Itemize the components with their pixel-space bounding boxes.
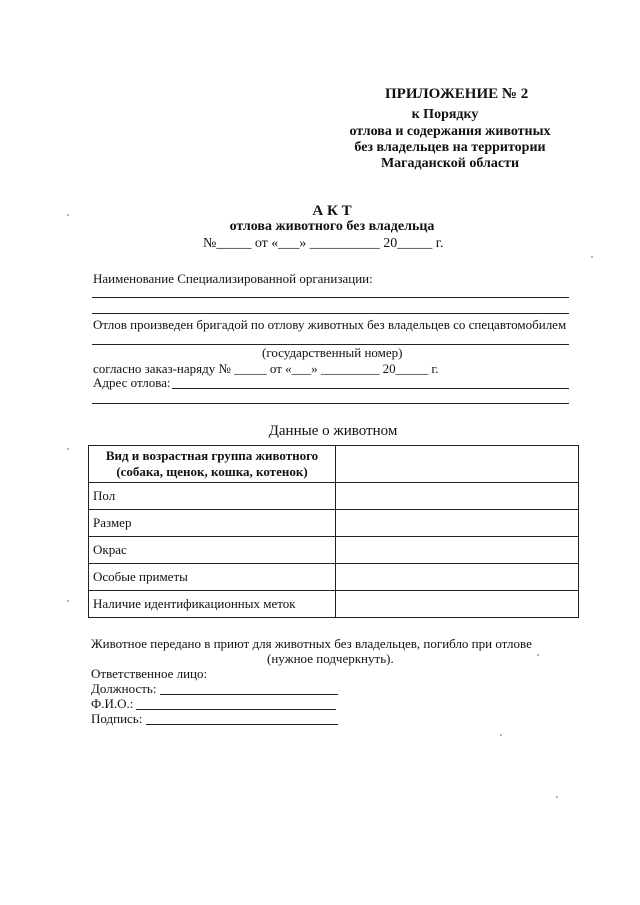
scan-speck <box>500 734 502 736</box>
position-label: Должность: <box>91 681 157 696</box>
species-header-line-1: Вид и возрастная группа животного <box>105 448 319 463</box>
state-number-caption: (государственный номер) <box>262 345 403 360</box>
act-number-line: №_____ от «___» __________ 20_____ г. <box>203 236 444 251</box>
row-value-sex <box>336 483 579 510</box>
scan-speck <box>556 796 558 798</box>
appendix-line-4: Магаданской области <box>380 156 520 171</box>
scan-speck <box>591 256 593 258</box>
signature-line <box>146 724 338 725</box>
table-header-row <box>89 446 579 483</box>
table-row <box>89 537 579 564</box>
address-label: Адрес отлова: <box>93 375 171 390</box>
transfer-text: Животное передано в приют для животных без владельцев, погибло при отлове <box>91 636 532 651</box>
appendix-line-2: отлова и содержания животных <box>349 124 551 139</box>
address-line-2 <box>92 403 569 404</box>
table-row <box>89 591 579 618</box>
scan-speck <box>537 654 539 656</box>
organization-label: Наименование Специализированной организации: <box>93 271 373 286</box>
row-label-identification: Наличие идентификационных меток <box>89 591 336 618</box>
table-row <box>89 510 579 537</box>
scan-speck <box>67 448 69 450</box>
address-line-1 <box>172 388 569 389</box>
row-label-color: Окрас <box>89 537 336 564</box>
appendix-title: ПРИЛОЖЕНИЕ № 2 <box>385 86 529 102</box>
table-row <box>89 483 579 510</box>
order-line: согласно заказ-наряду № _____ от «___» _________ 20_____ г. <box>93 361 439 376</box>
responsible-label: Ответственное лицо: <box>91 666 208 681</box>
signature-label: Подпись: <box>91 711 143 726</box>
organization-line-2 <box>92 313 569 314</box>
species-header-line-2: (собака, щенок, кошка, котенок) <box>116 464 308 479</box>
appendix-line-1: к Порядку <box>411 107 479 122</box>
row-label-sex: Пол <box>89 483 336 510</box>
position-line <box>160 694 338 695</box>
row-label-size: Размер <box>89 510 336 537</box>
species-value-cell <box>336 446 579 483</box>
row-value-identification <box>336 591 579 618</box>
table-row <box>89 564 579 591</box>
row-value-marks <box>336 564 579 591</box>
fio-label: Ф.И.О.: <box>91 696 134 711</box>
fio-line <box>136 709 336 710</box>
row-value-size <box>336 510 579 537</box>
row-value-color <box>336 537 579 564</box>
capture-text: Отлов произведен бригадой по отлову животных без владельцев со спецавтомобилем <box>93 317 567 332</box>
organization-line-1 <box>92 297 569 298</box>
appendix-line-3: без владельцев на территории <box>354 140 546 155</box>
animal-data-heading: Данные о животном <box>268 423 398 439</box>
row-label-marks: Особые приметы <box>89 564 336 591</box>
scan-speck <box>67 214 69 216</box>
transfer-note: (нужное подчеркнуть). <box>267 651 394 666</box>
species-header-cell <box>89 446 336 483</box>
act-subtitle: отлова животного без владельца <box>229 219 435 234</box>
animal-data-table <box>88 445 579 618</box>
scan-speck <box>67 600 69 602</box>
act-title: А К Т <box>312 203 352 219</box>
